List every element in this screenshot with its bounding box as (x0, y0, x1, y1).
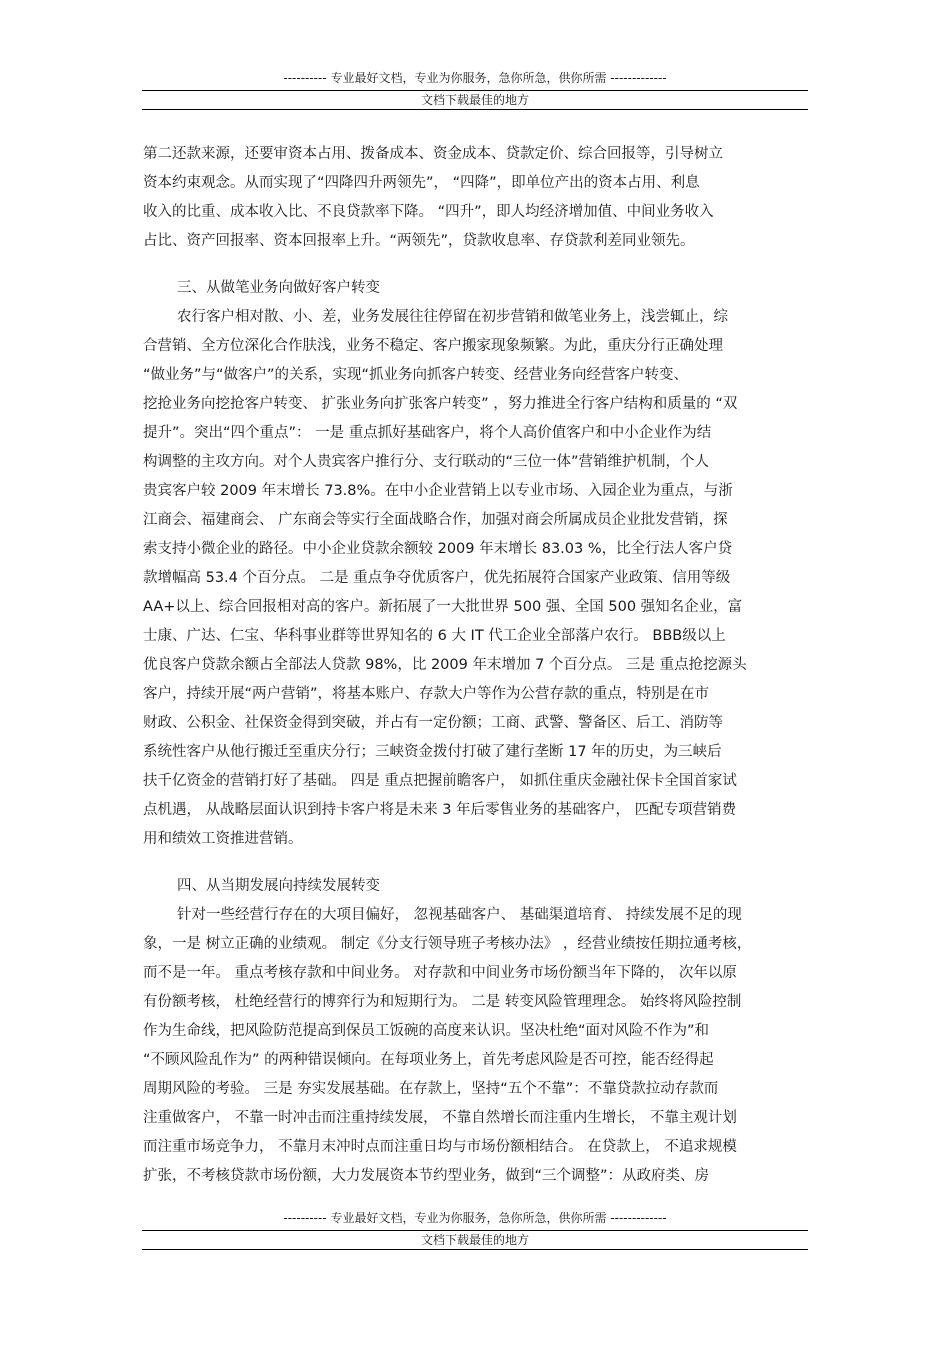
section-three (143, 274, 809, 854)
footer-slogan: ---------- 专业最好文档，专业为你服务，急你所急，供你所需 ------------- (283, 1211, 667, 1225)
text-line: 注重做客户， 不靠一时冲击而注重持续发展， 不靠自然增长而注重内生增长， 不靠主观计划 (143, 1110, 737, 1126)
section-four (143, 872, 809, 1191)
text-line: 资本约束观念。从而实现了“四降四升两领先”， “四降”，即单位产出的资本占用、利息 (143, 175, 700, 191)
footer-rule-bottom (142, 1249, 808, 1250)
text-line: 针对一些经营行存在的大项目偏好， 忽视基础客户、 基础渠道培育、 持续发展不足的现 (177, 907, 742, 923)
footer-subtitle: 文档下载最佳的地方 (420, 1233, 529, 1247)
text-line: 江商会、福建商会、 广东商会等实行全面战略合作，加强对商会所属成员企业批发营销，探 (143, 512, 728, 528)
text-line: 士康、广达、仁宝、华科事业群等世界知名的 6 大 IT 代工企业全部落户农行。 BBB级以上 (143, 628, 726, 644)
header-slogan: ---------- 专业最好文档，专业为你服务，急你所急，供你所需 ------------- (283, 71, 667, 85)
text-line: 提升”。突出“四个重点”： 一是 重点抓好基础客户，将个人高价值客户和中小企业作为结 (143, 425, 712, 441)
header-subtitle: 文档下载最佳的地方 (420, 93, 529, 107)
text-line: 财政、公积金、社保资金得到突破，并占有一定份额；工商、武警、警备区、后工、消防等 (143, 715, 723, 731)
text-line: 索支持小微企业的路径。中小企业贷款余额较 2009 年末增长 83.03 %，比全行法人客户贷 (143, 541, 733, 557)
header-rule-bottom (142, 109, 808, 110)
text-line: 收入的比重、成本收入比、不良贷款率下降。 “四升”，即人均经济增加值、中间业务收入 (143, 204, 714, 220)
text-line: 优良客户贷款余额占全部法人贷款 98%，比 2009 年末增加 7 个百分点。 三是 重点抢挖源头 (143, 657, 747, 673)
text-line: 构调整的主攻方向。对个人贵宾客户推行分、支行联动的“三位一体”营销维护机制，个人 (143, 454, 710, 470)
section-heading: 四、从当期发展向持续发展转变 (177, 878, 380, 894)
text-line: 扶千亿资金的营销打好了基础。 四是 重点把握前瞻客户， 如抓住重庆金融社保卡全国首家试 (143, 773, 737, 789)
spacer (143, 854, 809, 872)
spacer (143, 256, 809, 274)
paragraph-capital (143, 140, 809, 256)
page-header (142, 70, 808, 110)
text-line: “做业务”与“做客户”的关系，实现“抓业务向抓客户转变、经营业务向经营客户转变、 (143, 367, 689, 383)
text-line: 系统性客户从他行搬迁至重庆分行；三峡资金拨付打破了建行垄断 17 年的历史，为三峡后 (143, 744, 722, 760)
text-line: 作为生命线，把风险防范提高到保员工饭碗的高度来认识。坚决杜绝“面对风险不作为”和 (143, 1023, 710, 1039)
document-body (143, 140, 809, 1191)
text-line: 而不是一年。 重点考核存款和中间业务。 对存款和中间业务市场份额当年下降的， 次年以原 (143, 965, 737, 981)
text-line: 挖抢业务向挖抢客户转变、 扩张业务向扩张客户转变” ，努力推进全行客户结构和质量的 “双 (143, 396, 738, 412)
text-line: 象，一是 树立正确的业绩观。 制定《分支行领导班子考核办法》 ，经营业绩按任期拉通考核， (143, 936, 752, 952)
text-line: 而注重市场竞争力， 不靠月末冲时点而注重日均与市场份额相结合。 在贷款上， 不追求规模 (143, 1139, 737, 1155)
page-footer (142, 1210, 808, 1250)
text-line: 第二还款来源，还要审资本占用、拨备成本、资金成本、贷款定价、综合回报等，引导树立 (143, 146, 723, 162)
text-line: 农行客户相对散、小、差，业务发展往往停留在初步营销和做笔业务上，浅尝辄止，综 (177, 309, 728, 325)
text-line: “不顾风险乱作为” 的两种错误倾向。在每项业务上，首先考虑风险是否可控，能否经得起 (143, 1052, 714, 1068)
text-line: 周期风险的考验。 三是 夯实发展基础。在存款上，坚持“五个不靠”：不靠贷款拉动存款而 (143, 1081, 719, 1097)
text-line: 点机遇， 从战略层面认识到持卡客户将是未来 3 年后零售业务的基础客户， 匹配专项营销费 (143, 802, 737, 818)
text-line: 用和绩效工资推进营销。 (143, 831, 303, 847)
text-line: 款增幅高 53.4 个百分点。 二是 重点争夺优质客户，优先拓展符合国家产业政策、信用等级 (143, 570, 731, 586)
text-line: 合营销、全方位深化合作肤浅，业务不稳定、客户搬家现象频繁。为此，重庆分行正确处理 (143, 338, 723, 354)
text-line: 有份额考核， 杜绝经营行的博弈行为和短期行为。 二是 转变风险管理理念。 始终将风险控制 (143, 994, 742, 1010)
text-line: 贵宾客户较 2009 年末增长 73.8%。在中小企业营销上以专业市场、入园企业为重点，与浙 (143, 483, 733, 499)
text-line: 扩张，不考核贷款市场份额，大力发展资本节约型业务，做到“三个调整”：从政府类、房 (143, 1168, 710, 1184)
text-line: AA+以上、综合回报相对高的客户。新拓展了一大批世界 500 强、全国 500 强知名企业，富 (143, 599, 743, 615)
text-line: 客户，持续开展“两户营销”，将基本账户、存款大户等作为公营存款的重点，特别是在市 (143, 686, 710, 702)
section-heading: 三、从做笔业务向做好客户转变 (177, 280, 380, 296)
text-line: 占比、资产回报率、资本回报率上升。“两领先”，贷款收息率、存贷款利差同业领先。 (143, 233, 695, 249)
